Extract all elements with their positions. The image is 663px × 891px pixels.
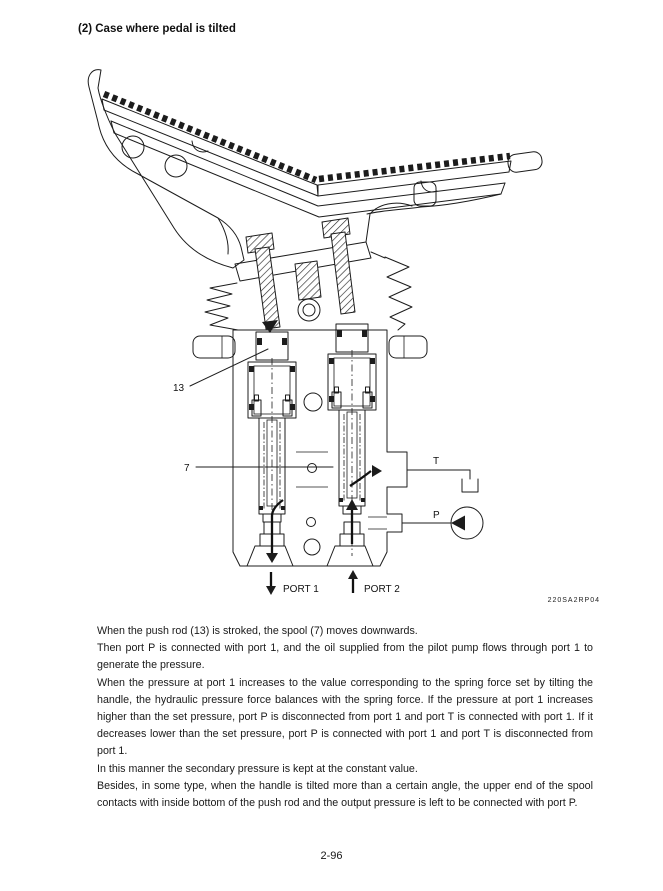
paragraph-3: When the pressure at port 1 increases to the value corresponding to the spring force set by tilting the handle, the hydraulic pressure force balances with the spring force. If the pressure at port 1 increases higher than the set pressure, port P is disconnected from port 1 and port T is connected with port 1. If it decreases lower than the set pressure, port P is connected with port 1 and port T is disconnected from port 1. xyxy=(97,676,593,758)
cam-ball-inner xyxy=(303,304,315,316)
mount-flange-right xyxy=(389,336,427,358)
drilling-3 xyxy=(307,518,316,527)
callout-7: 7 xyxy=(184,463,190,474)
section-heading: (2) Case where pedal is tilted xyxy=(78,23,236,35)
label-port2: PORT 2 xyxy=(364,584,400,595)
drilling-4 xyxy=(304,539,320,555)
bracket-hole-1 xyxy=(122,136,144,158)
valve-body xyxy=(193,324,427,566)
pump-icon xyxy=(451,507,483,539)
seal xyxy=(362,330,367,337)
drilling-1 xyxy=(304,393,322,411)
mount-flange-left xyxy=(193,336,235,358)
tread-band-left xyxy=(102,99,318,196)
port2-arrow-icon xyxy=(348,570,358,593)
rod-guide-right xyxy=(336,324,368,352)
cam-ball-outer xyxy=(298,299,320,321)
spring-right xyxy=(385,257,412,330)
tank-icon xyxy=(462,470,478,492)
cam-spring-link xyxy=(371,252,385,258)
drilling-2 xyxy=(308,464,317,473)
paragraph-2: Then port P is connected with port 1, and the oil supplied from the pilot pump flows through port 1 to generate the pressure. xyxy=(97,642,593,672)
body-text xyxy=(97,623,593,812)
pedal-end-bracket xyxy=(507,151,543,174)
label-p: P xyxy=(433,510,440,521)
seal xyxy=(257,338,262,345)
page-number: 2-96 xyxy=(320,850,343,862)
pedal-assembly xyxy=(88,70,543,268)
arm-inner-line xyxy=(218,218,228,254)
callout-13: 13 xyxy=(173,383,185,394)
figure-code: 220SA2RP04 xyxy=(547,597,600,604)
leader-line-13 xyxy=(190,349,268,386)
paragraph-5: Besides, in some type, when the handle is tilted more than a certain angle, the upper end of the spool contacts with inside bottom of the push rod and the output pressure is left to be connected with port P. xyxy=(97,779,593,810)
port2-boss xyxy=(327,546,373,566)
bellows-left xyxy=(205,283,238,330)
port1-arrow-icon xyxy=(266,572,276,595)
stopper-block xyxy=(295,261,321,300)
seal xyxy=(337,330,342,337)
paragraph-1: When the push rod (13) is stroked, the spool (7) moves downwards. xyxy=(97,625,418,637)
flow-arrow-tank xyxy=(350,471,371,486)
seal xyxy=(282,338,287,345)
rod-guide-left xyxy=(256,332,288,360)
push-rod-left xyxy=(255,247,280,329)
label-port1: PORT 1 xyxy=(283,584,319,595)
label-t: T xyxy=(433,456,440,467)
cam-linkage xyxy=(205,203,412,333)
paragraph-4: In this manner the secondary pressure is kept at the constant value. xyxy=(97,762,418,775)
